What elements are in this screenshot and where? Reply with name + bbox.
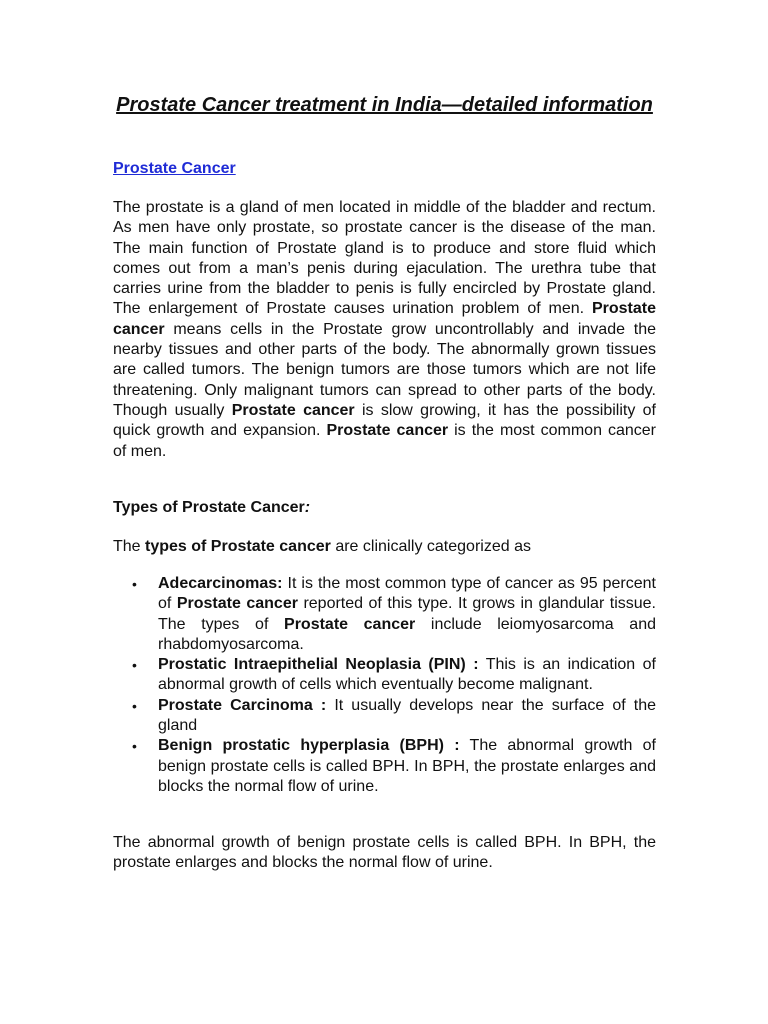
text-run: The abnormal growth of benign prostate cells is called BPH. In BPH, the prostate enlarges and blocks the normal flow of urine. [158, 737, 656, 795]
bold-text-run: Prostate cancer [113, 300, 656, 338]
types-heading-text: Types of Prostate Cancer [113, 499, 305, 516]
text-run: It is the most common type of cancer as 95 percent of [158, 575, 656, 613]
text-run: reported of this type. It grows in glandular tissue. The types of [158, 595, 656, 633]
list-item [113, 696, 656, 737]
bullet-icon: • [132, 738, 137, 755]
list-item-text [158, 656, 656, 693]
list-item-text [158, 575, 656, 653]
bullet-icon: • [132, 576, 137, 592]
list-item [113, 736, 656, 797]
text-run: is the most common cancer of men. [113, 422, 657, 460]
types-intro-bold: types of Prostate cancer [145, 538, 331, 555]
text-run: is slow growing, it has the possibility of quick growth and expansion. [113, 401, 656, 440]
list-item-text [158, 737, 656, 795]
bold-text-run: Prostate cancer [231, 401, 355, 419]
text-run: It usually develops near the surface of the gland [158, 696, 657, 735]
list-item [113, 655, 656, 696]
types-intro-pre: The [113, 538, 146, 555]
intro-paragraph [113, 198, 656, 462]
bold-text-run: Benign prostatic hyperplasia (BPH) : [158, 737, 460, 755]
text-run: include leiomyosarcoma and rhabdomyosarcoma. [158, 615, 657, 653]
bold-text-run: Prostate cancer [176, 595, 298, 613]
list-item [113, 574, 656, 655]
types-heading-colon: : [304, 499, 311, 516]
types-heading [113, 498, 656, 518]
page-title: Prostate Cancer treatment in India—detailed information [116, 94, 653, 116]
bold-text-run: Prostate Carcinoma : [158, 696, 327, 714]
bullet-icon: • [132, 657, 137, 674]
types-intro-post: are clinically categorized as [330, 538, 531, 555]
bullet-icon: • [132, 697, 137, 714]
bold-text-run: Prostate cancer [326, 422, 449, 440]
list-item-text [158, 697, 656, 734]
closing-paragraph: The abnormal growth of benign prostate cells is called BPH. In BPH, the prostate enlarges and blocks the normal flow of urine. [113, 834, 656, 872]
bold-text-run: Adecarcinomas: [158, 575, 283, 592]
prostate-cancer-link[interactable]: Prostate Cancer [113, 160, 236, 177]
bold-text-run: Prostate cancer [284, 615, 416, 633]
prostate-cancer-types-list [113, 574, 656, 797]
types-intro-paragraph [113, 537, 656, 557]
text-run: means cells in the Prostate grow uncontrollably and invade the nearby tissues and other parts of the body. The abnormally grown tissues are called tumors. The benign tumors are those tumors which are not life threatening. Only malignant tumors can spread to other parts of the body. Though usually [113, 320, 656, 419]
text-run: The prostate is a gland of men located in middle of the bladder and rectum. As men have only prostate, so prostate cancer is the disease of the man. The main function of Prostate gland is to produce and store fluid which comes out from a man’s penis during ejaculation. The urethra tube that carries urine from the bladder to penis is fully encircled by Prostate gland. The enlargement of Prostate causes urination problem of men. [113, 199, 656, 318]
bold-text-run: Prostatic Intraepithelial Neoplasia (PIN) : [158, 656, 479, 674]
text-run: This is an indication of abnormal growth of cells which eventually become malignant. [158, 656, 657, 694]
